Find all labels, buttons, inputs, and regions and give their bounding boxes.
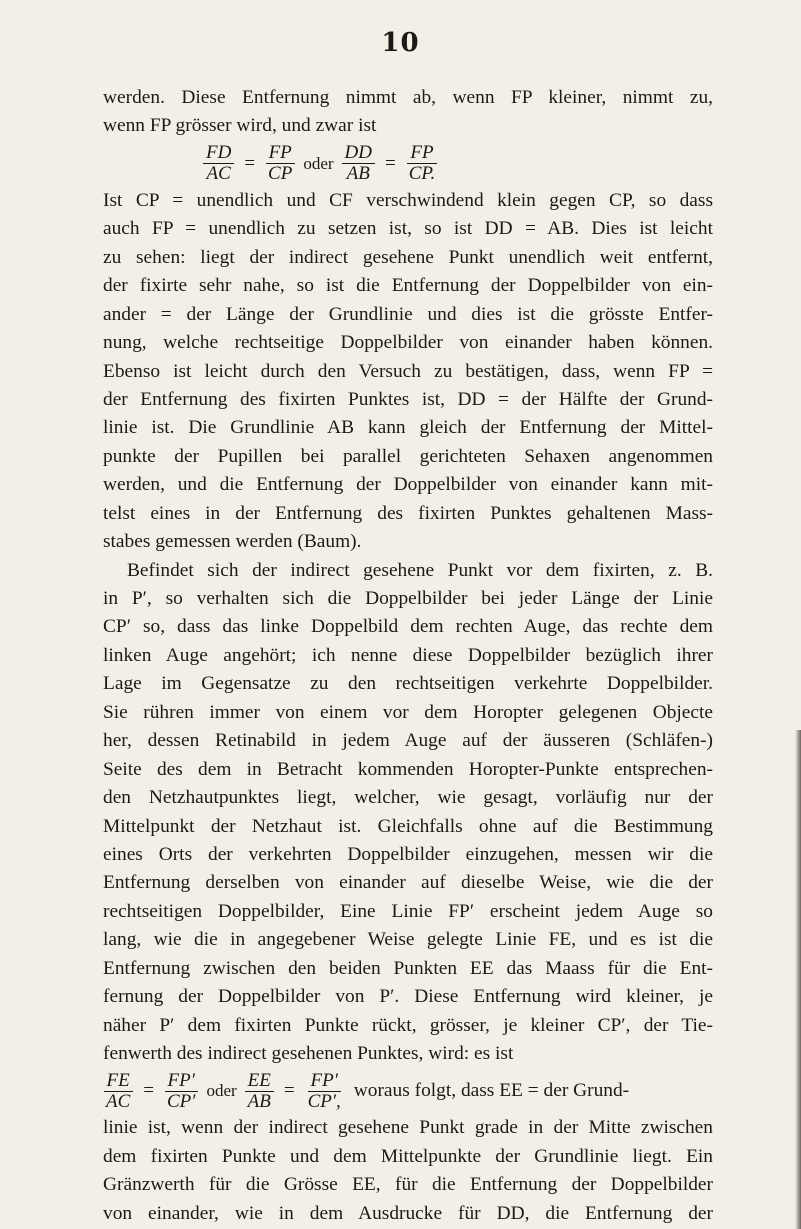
text-line: stabes gemessen werden (Baum). [103, 531, 362, 553]
text-line: Seite des dem in Betracht kommenden Horopter-Punkte entsprechen- [103, 758, 713, 780]
equation-1: $\frac{FD}{AC}$ = $\frac{FP}{CP}$ oder $\frac{DD}{AB}$ = $\frac{FP}{CP.}$ [103, 141, 713, 187]
text-line: rechtseitigen Doppelbilder, Eine Linie FP′ erscheint jedem Auge so [103, 900, 713, 922]
text-line: den Netzhautpunktes liegt, welcher, wie gesagt, vorläufig nur der [103, 787, 713, 809]
text-line: nung, welche rechtseitige Doppelbilder von einander haben können. [103, 332, 713, 354]
text-line: Entfernung derselben von einander auf dieselbe Weise, wie die der [103, 872, 713, 894]
body-text [103, 84, 713, 1228]
oder-word: oder [206, 1081, 237, 1101]
text-line: punkte der Pupillen bei parallel gerichteten Sehaxen angenommen [103, 445, 713, 467]
text-line: Lage im Gegensatze zu den rechtseitigen verkehrte Doppelbilder. [103, 673, 713, 695]
text-line: eines Orts der verkehrten Doppelbilder einzugehen, messen wir die [103, 843, 713, 865]
fraction: $\frac{DD}{AB}$ [342, 143, 375, 184]
text-line: her, dessen Retinabild in jedem Auge auf der äusseren (Schläfen-) [103, 730, 713, 752]
text-line: werden. Diese Entfernung nimmt ab, wenn FP kleiner, nimmt zu, [103, 87, 713, 108]
fraction: $\frac{FP}{CP}$ [265, 143, 295, 184]
text-line: wenn FP grösser wird, und zwar ist [103, 115, 377, 137]
text-line: ander = der Länge der Grundlinie und dies ist die grösste Entfer- [103, 303, 713, 325]
fraction: $\frac{FD}{AC}$ [203, 143, 234, 184]
text-line: von einander, wie in dem Ausdrucke für DD, die Entfernung der [103, 1202, 713, 1224]
text-line: dem fixirten Punkte und dem Mittelpunkte der Grundlinie liegt. Ein [103, 1145, 713, 1167]
text-line: Ebenso ist leicht durch den Versuch zu bestätigen, dass, wenn FP = [103, 360, 713, 382]
text-line: Mittelpunkt der Netzhaut ist. Gleichfalls ohne auf die Bestimmung [103, 815, 713, 837]
fraction: $\frac{FE}{AC}$ [103, 1071, 133, 1112]
text-line: linie ist, wenn der indirect gesehene Punkt grade in der Mitte zwischen [103, 1117, 713, 1139]
fraction: $\frac{FP'}{CP'}$ [164, 1071, 198, 1112]
text-line: Sie rühren immer von einem vor dem Horopter gelegenen Objecte [103, 701, 713, 723]
text-line: zu sehen: liegt der indirect gesehene Punkt unendlich weit entfernt, [103, 246, 713, 268]
text-line: linie ist. Die Grundlinie AB kann gleich der Entfernung der Mittel- [103, 417, 713, 439]
text-line: lang, wie die in angegebener Weise gelegte Linie FE, und es ist die [103, 929, 713, 951]
page-edge-shadow [795, 730, 801, 1229]
text-line: Ist CP = unendlich und CF verschwindend klein gegen CP, so dass [103, 189, 713, 211]
fraction: $\frac{EE}{AB}$ [245, 1071, 274, 1112]
equation-2: $\frac{FE}{AC}$ = $\frac{FP'}{CP'}$ oder $\frac{EE}{AB}$ = $\frac{FP'}{CP',}$ woraus folgt, dass EE = der Grund- [103, 1068, 713, 1114]
text-line: der fixirte sehr nahe, so ist die Entfernung der Doppelbilder von ein- [103, 275, 713, 297]
text-line: in P′, so verhalten sich die Doppelbilder bei jeder Länge der Linie [103, 588, 713, 609]
text-line: Gränzwerth für die Grösse EE, für die Entfernung der Doppelbilder [103, 1174, 713, 1196]
page-number: 10 [381, 28, 420, 58]
text-line: Befindet sich der indirect gesehene Punkt vor dem fixirten, z. B. [127, 559, 713, 581]
text-line: fenwerth des indirect gesehenen Punktes, wird: es ist [103, 1043, 514, 1064]
text-line: Entfernung zwischen den beiden Punkten EE das Maass für die Ent- [103, 957, 713, 979]
text-line: der Entfernung des fixirten Punktes ist, DD = der Hälfte der Grund- [103, 388, 713, 410]
text-line: CP′ so, dass das linke Doppelbild dem rechten Auge, das rechte dem [103, 616, 713, 638]
text-line: werden, und die Entfernung der Doppelbilder von einander kann mit- [103, 474, 713, 496]
text-line: auch FP = unendlich zu setzen ist, so ist DD = AB. Dies ist leicht [103, 218, 713, 240]
text-line: näher P′ dem fixirten Punkte rückt, grösser, je kleiner CP′, der Tie- [103, 1014, 713, 1036]
fraction: $\frac{FP'}{CP',}$ [307, 1069, 341, 1112]
text-line: fernung der Doppelbilder von P′. Diese Entfernung wird kleiner, je [103, 986, 713, 1008]
text-line: linken Auge angehört; ich nenne diese Doppelbilder bezüglich ihrer [103, 644, 713, 666]
oder-word: oder [303, 153, 334, 173]
text-line: telst eines in der Entfernung des fixirten Punktes gehaltenen Mass- [103, 502, 713, 524]
fraction: $\frac{FP}{CP.}$ [408, 142, 436, 185]
equation-tail-text: woraus folgt, dass EE = der Grund- [353, 1080, 630, 1102]
